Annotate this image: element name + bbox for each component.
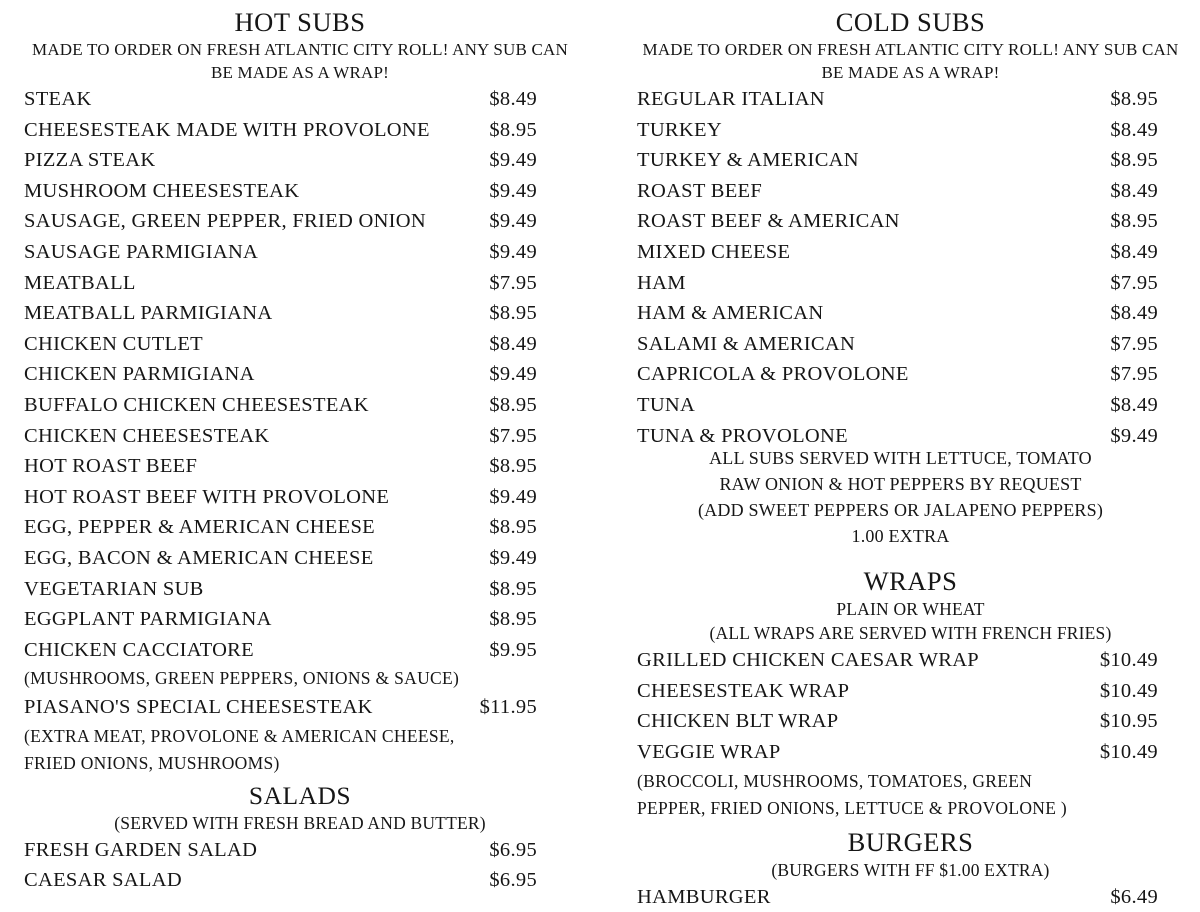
menu-item-name: PIASANO'S SPECIAL CHEESESTEAK xyxy=(24,692,373,723)
section-footnote: 1.00 EXTRA xyxy=(637,523,1164,549)
section-footnote: (ADD SWEET PEPPERS OR JALAPENO PEPPERS) xyxy=(637,497,1164,523)
section-subtitle: (BURGERS WITH FF $1.00 EXTRA) xyxy=(637,858,1184,882)
menu-item-name: CHEESESTEAK MADE WITH PROVOLONE xyxy=(24,115,430,146)
section-subtitle: MADE TO ORDER ON FRESH ATLANTIC CITY ROLL! ANY SUB CAN xyxy=(24,38,576,61)
menu-item-row xyxy=(24,206,576,237)
menu-item-price: $8.49 xyxy=(1110,390,1158,421)
menu-item-price: $8.95 xyxy=(489,451,537,482)
menu-item-row xyxy=(24,84,576,115)
menu-item-price: $8.49 xyxy=(1110,237,1158,268)
section-title: HOT SUBS xyxy=(24,0,576,38)
menu-item-row xyxy=(24,482,576,513)
menu-item-row xyxy=(24,115,576,146)
menu-item-note: FRIED ONIONS, MUSHROOMS) xyxy=(24,750,576,777)
section-title: COLD SUBS xyxy=(637,0,1184,38)
menu-item-row xyxy=(637,298,1184,329)
menu-item-row xyxy=(637,676,1184,707)
section-title: BURGERS xyxy=(637,826,1184,858)
menu-item-row xyxy=(24,865,576,896)
menu-item-price: $8.49 xyxy=(1110,298,1158,329)
section-items xyxy=(24,84,576,777)
menu-item-price: $10.95 xyxy=(1100,706,1158,737)
menu-item-name: ROAST BEEF & AMERICAN xyxy=(637,206,900,237)
menu-item-price: $6.49 xyxy=(1110,882,1158,912)
menu-item-row xyxy=(24,390,576,421)
menu-item-name: HOT ROAST BEEF WITH PROVOLONE xyxy=(24,482,389,513)
menu-item-name: PIZZA STEAK xyxy=(24,145,155,176)
menu-item-name: HAM & AMERICAN xyxy=(637,298,823,329)
menu-item-price: $7.95 xyxy=(489,268,537,299)
menu-section xyxy=(24,781,576,896)
menu-column-left xyxy=(24,0,576,896)
menu-item-price: $8.95 xyxy=(489,390,537,421)
menu-item-row xyxy=(637,268,1184,299)
menu-item-price: $9.49 xyxy=(489,145,537,176)
menu-item-name: MUSHROOM CHEESESTEAK xyxy=(24,176,299,207)
menu-item-price: $9.49 xyxy=(1110,421,1158,452)
section-items xyxy=(24,835,576,896)
menu-item-row xyxy=(637,737,1184,768)
menu-item-price: $7.95 xyxy=(489,421,537,452)
menu-item-name: VEGGIE WRAP xyxy=(637,737,781,768)
menu-item-name: CHICKEN CACCIATORE xyxy=(24,635,254,666)
menu-item-price: $9.49 xyxy=(489,359,537,390)
menu-item-price: $7.95 xyxy=(1110,329,1158,360)
menu-item-row xyxy=(637,206,1184,237)
menu-item-price: $10.49 xyxy=(1100,737,1158,768)
menu-item-note: (MUSHROOMS, GREEN PEPPERS, ONIONS & SAUCE) xyxy=(24,665,576,692)
section-items xyxy=(637,84,1184,451)
section-subtitle: (ALL WRAPS ARE SERVED WITH FRENCH FRIES) xyxy=(637,621,1184,645)
menu-item-price: $8.95 xyxy=(1110,206,1158,237)
menu-item-name: CHICKEN CHEESESTEAK xyxy=(24,421,269,452)
menu-item-row xyxy=(24,237,576,268)
menu-item-name: CHICKEN CUTLET xyxy=(24,329,203,360)
menu-item-row xyxy=(24,512,576,543)
menu-item-row xyxy=(637,115,1184,146)
menu-item-price: $8.95 xyxy=(1110,84,1158,115)
menu-item-name: GRILLED CHICKEN CAESAR WRAP xyxy=(637,645,979,676)
menu-item-price: $8.95 xyxy=(489,298,537,329)
menu-item-name: TURKEY xyxy=(637,115,722,146)
menu-item-row xyxy=(24,145,576,176)
menu-column-right xyxy=(637,0,1184,912)
menu-item-name: EGGPLANT PARMIGIANA xyxy=(24,604,272,635)
menu-item-price: $9.49 xyxy=(489,482,537,513)
menu-item-name: BUFFALO CHICKEN CHEESESTEAK xyxy=(24,390,369,421)
section-subtitle: PLAIN OR WHEAT xyxy=(637,597,1184,621)
menu-item-row xyxy=(24,692,576,723)
section-subtitles xyxy=(637,858,1184,882)
menu-item-name: FRESH GARDEN SALAD xyxy=(24,835,257,866)
menu-item-name: ROAST BEEF xyxy=(637,176,762,207)
menu-item-name: CHEESESTEAK WRAP xyxy=(637,676,849,707)
section-items xyxy=(637,645,1184,821)
section-footnote: ALL SUBS SERVED WITH LETTUCE, TOMATO xyxy=(637,445,1164,471)
menu-item-price: $8.49 xyxy=(489,84,537,115)
menu-item-name: VEGETARIAN SUB xyxy=(24,574,204,605)
menu-item-name: SALAMI & AMERICAN xyxy=(637,329,855,360)
menu-item-price: $11.95 xyxy=(480,692,537,723)
menu-item-name: SAUSAGE PARMIGIANA xyxy=(24,237,258,268)
menu-item-row xyxy=(637,84,1184,115)
menu-item-price: $8.49 xyxy=(1110,176,1158,207)
menu-item-row xyxy=(24,451,576,482)
menu-item-note: PEPPER, FRIED ONIONS, LETTUCE & PROVOLONE ) xyxy=(637,795,1184,822)
menu-section xyxy=(637,826,1184,912)
section-footnotes xyxy=(637,445,1184,549)
menu-item-row xyxy=(24,268,576,299)
menu-section xyxy=(24,0,576,777)
section-subtitle: (SERVED WITH FRESH BREAD AND BUTTER) xyxy=(24,811,576,835)
menu-item-price: $8.95 xyxy=(489,512,537,543)
menu-item-price: $8.49 xyxy=(489,329,537,360)
menu-item-row xyxy=(637,706,1184,737)
menu-item-name: HAM xyxy=(637,268,686,299)
menu-item-row xyxy=(24,298,576,329)
menu-item-row xyxy=(24,359,576,390)
menu-item-row xyxy=(24,421,576,452)
menu-item-name: CHICKEN BLT WRAP xyxy=(637,706,838,737)
menu-item-name: TUNA xyxy=(637,390,695,421)
section-subtitle: MADE TO ORDER ON FRESH ATLANTIC CITY ROLL! ANY SUB CAN xyxy=(637,38,1184,61)
section-subtitles xyxy=(637,38,1184,84)
menu-item-row xyxy=(637,359,1184,390)
section-footnote: RAW ONION & HOT PEPPERS BY REQUEST xyxy=(637,471,1164,497)
menu-item-name: REGULAR ITALIAN xyxy=(637,84,825,115)
menu-section xyxy=(637,0,1184,549)
menu-item-price: $6.95 xyxy=(489,865,537,896)
menu-item-name: MEATBALL PARMIGIANA xyxy=(24,298,273,329)
menu-item-row xyxy=(24,635,576,666)
menu-item-row xyxy=(24,176,576,207)
menu-item-price: $7.95 xyxy=(1110,268,1158,299)
menu-item-name: TURKEY & AMERICAN xyxy=(637,145,859,176)
menu-item-name: MEATBALL xyxy=(24,268,136,299)
menu-item-price: $8.49 xyxy=(1110,115,1158,146)
menu-item-name: HAMBURGER xyxy=(637,882,771,912)
menu-item-row xyxy=(637,882,1184,912)
section-title: SALADS xyxy=(24,781,576,811)
menu-item-name: STEAK xyxy=(24,84,92,115)
menu-item-row xyxy=(24,543,576,574)
menu-item-row xyxy=(637,390,1184,421)
section-items xyxy=(637,882,1184,912)
menu-item-name: MIXED CHEESE xyxy=(637,237,790,268)
menu-item-note: (BROCCOLI, MUSHROOMS, TOMATOES, GREEN xyxy=(637,768,1184,795)
menu-item-name: EGG, PEPPER & AMERICAN CHEESE xyxy=(24,512,375,543)
section-subtitle: BE MADE AS A WRAP! xyxy=(637,61,1184,84)
menu-item-price: $7.95 xyxy=(1110,359,1158,390)
menu-item-row xyxy=(637,329,1184,360)
menu-item-row xyxy=(24,835,576,866)
menu-item-price: $8.95 xyxy=(489,115,537,146)
menu-item-name: TUNA & PROVOLONE xyxy=(637,421,848,452)
menu-item-price: $9.49 xyxy=(489,237,537,268)
section-title: WRAPS xyxy=(637,565,1184,597)
menu-item-row xyxy=(637,237,1184,268)
menu-item-row xyxy=(637,645,1184,676)
menu-item-price: $9.49 xyxy=(489,206,537,237)
section-subtitles xyxy=(637,597,1184,645)
menu-item-name: CAPRICOLA & PROVOLONE xyxy=(637,359,909,390)
menu-item-name: HOT ROAST BEEF xyxy=(24,451,197,482)
menu-item-name: CHICKEN PARMIGIANA xyxy=(24,359,255,390)
menu-item-row xyxy=(637,145,1184,176)
menu-item-name: SAUSAGE, GREEN PEPPER, FRIED ONION xyxy=(24,206,426,237)
menu-item-price: $10.49 xyxy=(1100,676,1158,707)
menu-item-price: $9.49 xyxy=(489,176,537,207)
menu-item-row xyxy=(24,329,576,360)
menu-item-row xyxy=(24,574,576,605)
menu-item-price: $8.95 xyxy=(489,604,537,635)
menu-item-row xyxy=(637,176,1184,207)
menu-item-price: $9.95 xyxy=(489,635,537,666)
section-subtitle: BE MADE AS A WRAP! xyxy=(24,61,576,84)
menu-item-price: $8.95 xyxy=(1110,145,1158,176)
menu-item-row xyxy=(24,604,576,635)
menu-item-name: EGG, BACON & AMERICAN CHEESE xyxy=(24,543,374,574)
section-subtitles xyxy=(24,811,576,835)
menu-item-price: $10.49 xyxy=(1100,645,1158,676)
menu-section xyxy=(637,565,1184,821)
menu-item-name: CAESAR SALAD xyxy=(24,865,182,896)
menu-item-price: $8.95 xyxy=(489,574,537,605)
section-subtitles xyxy=(24,38,576,84)
menu-item-note: (EXTRA MEAT, PROVOLONE & AMERICAN CHEESE, xyxy=(24,723,576,750)
menu-item-price: $6.95 xyxy=(489,835,537,866)
menu-item-price: $9.49 xyxy=(489,543,537,574)
